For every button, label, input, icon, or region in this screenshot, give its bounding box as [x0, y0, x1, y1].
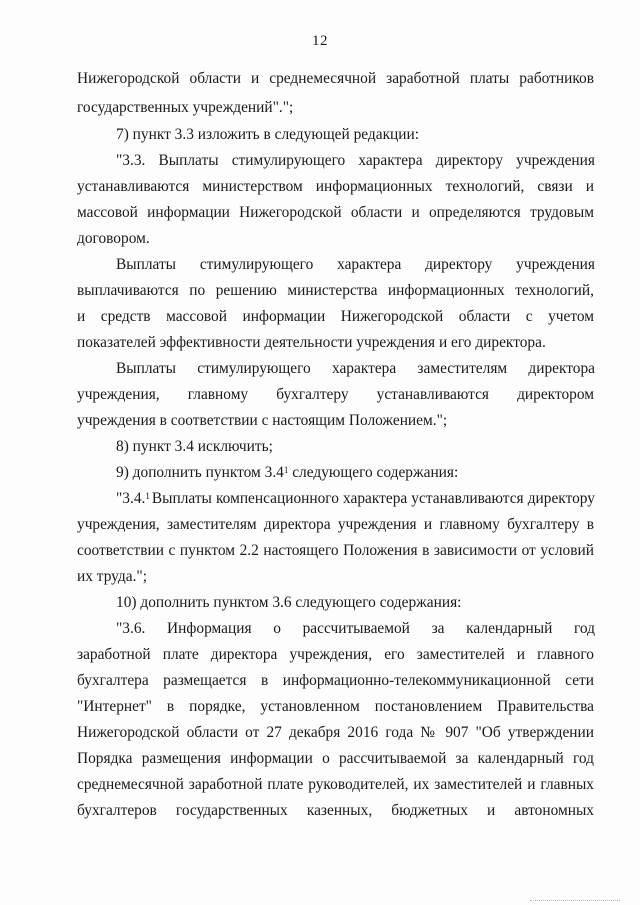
superscript-index: 1: [145, 491, 150, 501]
text-line: договором.: [77, 230, 150, 247]
text-line: 10) дополнить пунктом 3.6 следующего содержания:: [116, 594, 462, 611]
text-line-with-superscript: [116, 489, 595, 509]
text-line: среднемесячной заработной плате руководителей, их заместителей и главных: [77, 776, 594, 793]
text-line: устанавливаются министерством информационных технологий, связи и: [77, 178, 594, 195]
text-fragment: 9) дополнить пунктом 3.4: [116, 464, 284, 481]
text-line: учреждения, главному бухгалтеру устанавливаются директором: [77, 386, 594, 403]
text-line: Порядка размещения информации о рассчитываемой за календарный год: [77, 750, 594, 767]
text-line: Нижегородской области от 27 декабря 2016 года № 907 "Об утверждении: [77, 724, 594, 741]
text-line: Выплаты стимулирующего характера заместителям директора: [116, 360, 595, 377]
text-line: их труда.";: [77, 568, 147, 585]
text-fragment: [116, 489, 150, 509]
text-line: Нижегородской области и среднемесячной заработной платы работников: [77, 70, 594, 87]
text-line: учреждения в соответствии с настоящим Положением.";: [77, 412, 448, 429]
page-number: 12: [312, 33, 328, 49]
text-line: массовой информации Нижегородской области и определяются трудовым: [77, 204, 594, 221]
text-line: показателей эффективности деятельности учреждения и его директора.: [77, 334, 546, 351]
superscript-index: 1: [283, 465, 289, 475]
text-line: "3.3. Выплаты стимулирующего характера директору учреждения: [116, 152, 595, 169]
text-line: заработной плате директора учреждения, его заместителей и главного: [77, 646, 594, 663]
text-line: 8) пункт 3.4 исключить;: [116, 438, 273, 455]
text-line: выплачиваются по решению министерства информационных технологий,: [77, 282, 594, 299]
text-line: учреждения, заместителям директора учреждения и главному бухгалтеру в: [77, 516, 594, 533]
text-fragment: следующего содержания:: [288, 464, 459, 481]
text-line: "Интернет" в порядке, установленном постановлением Правительства: [77, 698, 594, 715]
text-line: "3.6. Информация о рассчитываемой за календарный год: [116, 620, 595, 637]
text-line: государственных учреждений".";: [77, 99, 294, 116]
text-line: бухгалтера размещается в информационно-телекоммуникационной сети: [77, 672, 594, 689]
text-line: бухгалтеров государственных казенных, бюджетных и автономных: [77, 802, 594, 819]
text-line: 7) пункт 3.3 изложить в следующей редакции:: [116, 126, 420, 143]
text-line-with-superscript: [116, 463, 458, 483]
text-line: и средств массовой информации Нижегородской области с учетом: [77, 308, 594, 325]
text-fragment: Выплаты компенсационного характера устанавливаются директору: [151, 490, 595, 507]
scan-artifact-mark: [530, 898, 620, 901]
text-fragment: "3.4.: [116, 490, 146, 507]
text-line: Выплаты стимулирующего характера директору учреждения: [116, 256, 595, 273]
text-line: соответствии с пунктом 2.2 настоящего Положения в зависимости от условий: [77, 542, 594, 559]
